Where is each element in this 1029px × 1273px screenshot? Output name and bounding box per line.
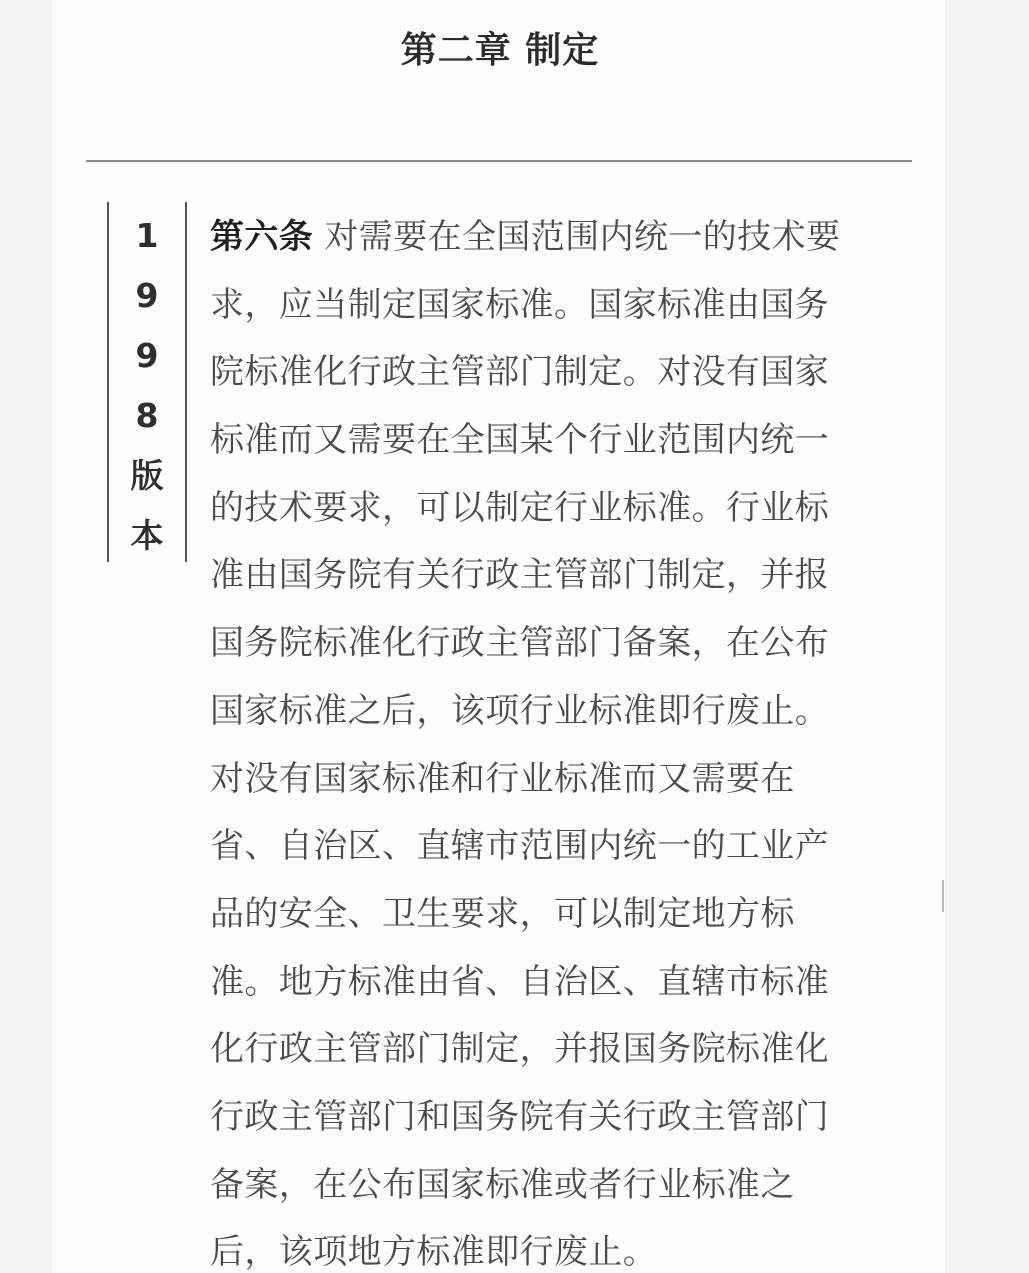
version-label bbox=[110, 206, 184, 566]
article-line: 化行政主管部门制定，并报国务院标准化 bbox=[210, 1029, 830, 1070]
article-line: 求，应当制定国家标准。国家标准由国务 bbox=[210, 284, 830, 325]
article-body bbox=[210, 204, 914, 1273]
scroll-indicator[interactable] bbox=[942, 880, 944, 912]
article-line bbox=[210, 204, 914, 272]
article-line: 标准而又需要在全国某个行业范围内统一 bbox=[210, 420, 830, 461]
version-char: 8 bbox=[135, 396, 159, 435]
article-line: 备案，在公布国家标准或者行业标准之 bbox=[210, 1164, 795, 1205]
title-divider bbox=[86, 160, 912, 162]
article-line: 院标准化行政主管部门制定。对没有国家 bbox=[210, 352, 830, 393]
article-line: 行政主管部门和国务院有关行政主管部门 bbox=[210, 1096, 830, 1137]
version-bracket-right bbox=[185, 202, 187, 562]
version-char: 1 bbox=[135, 216, 159, 255]
article-line: 对没有国家标准和行业标准而又需要在 bbox=[210, 758, 795, 799]
version-char: 本 bbox=[130, 516, 164, 555]
article-number: 第六条 bbox=[210, 217, 314, 257]
article-line: 品的安全、卫生要求，可以制定地方标 bbox=[210, 893, 795, 934]
article-line: 国家标准之后，该项行业标准即行废止。 bbox=[210, 690, 830, 731]
article-line: 准由国务院有关行政主管部门制定，并报 bbox=[210, 555, 830, 596]
article-line: 准。地方标准由省、自治区、直辖市标准 bbox=[210, 961, 830, 1002]
article-line-text: 对需要在全国范围内统一的技术要 bbox=[313, 217, 841, 257]
version-bracket-left bbox=[107, 202, 109, 562]
article-line: 国务院标准化行政主管部门备案，在公布 bbox=[210, 623, 830, 664]
chapter-title: 第二章 制定 bbox=[400, 30, 600, 71]
version-char: 9 bbox=[135, 276, 159, 315]
article-line: 的技术要求，可以制定行业标准。行业标 bbox=[210, 487, 830, 528]
version-char: 9 bbox=[135, 336, 159, 375]
article-line: 后，该项地方标准即行废止。 bbox=[210, 1232, 658, 1273]
article-line: 省、自治区、直辖市范围内统一的工业产 bbox=[210, 826, 830, 867]
version-char: 版 bbox=[130, 456, 164, 495]
